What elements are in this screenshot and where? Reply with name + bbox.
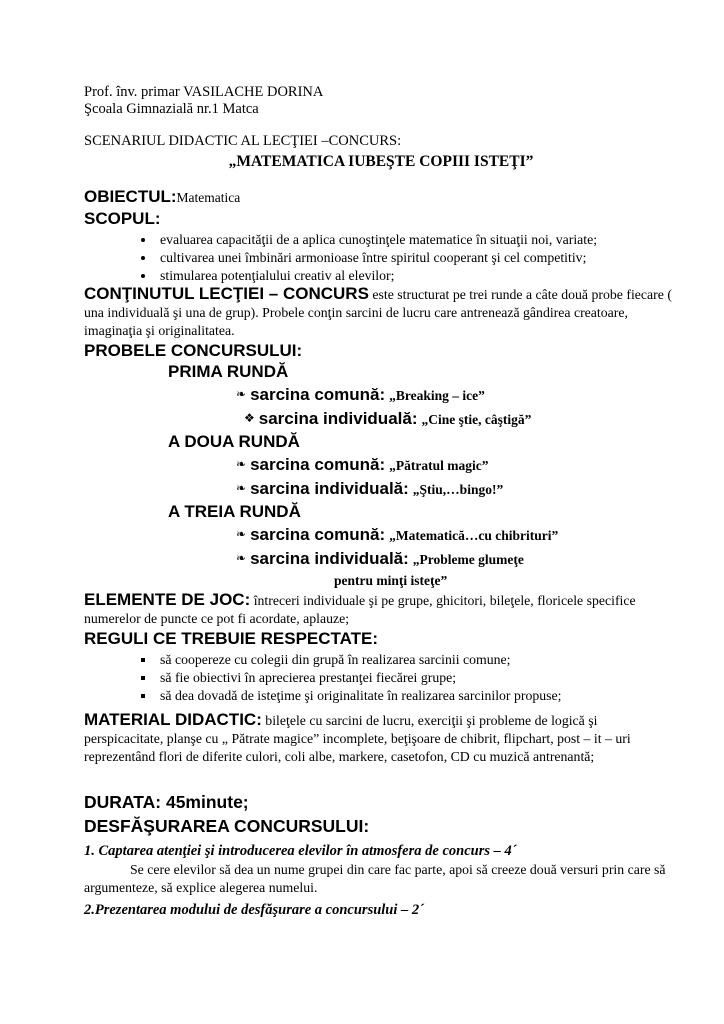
task-quote-continuation: pentru minţi isteţe” bbox=[334, 573, 448, 588]
step-title: 2.Prezentarea modului de desfăşurare a concursului – 2´ bbox=[84, 902, 424, 918]
obiectul-label: OBIECTUL: bbox=[84, 187, 177, 206]
task-label: sarcina individuală: bbox=[250, 549, 409, 568]
step-title: 1. Captarea atenţiei şi introducerea elevilor în atmosfera de concurs – 4´ bbox=[84, 843, 517, 859]
list-item: ▪ să fie obiectivi în aprecierea prestanţei fiecărei grupe; bbox=[156, 669, 678, 687]
task-quote: „Ştiu,…bingo!” bbox=[412, 482, 504, 497]
round-name: PRIMA RUNDĂ bbox=[168, 362, 289, 381]
task-row bbox=[236, 477, 678, 501]
material-didactic-label: MATERIAL DIDACTIC: bbox=[84, 710, 262, 729]
school-line: Şcoala Gimnazială nr.1 Matca bbox=[84, 101, 259, 117]
task-quote: „Breaking – ice” bbox=[389, 388, 485, 403]
task-label: sarcina comună: bbox=[250, 455, 386, 474]
section-continutul bbox=[84, 285, 678, 340]
task-row bbox=[236, 453, 678, 477]
section-obiectul bbox=[84, 186, 678, 208]
task-row bbox=[236, 547, 678, 571]
list-item: • cultivarea unei îmbinări armonioase între spiritul cooperant şi cel competitiv; bbox=[156, 249, 678, 267]
author-line: Prof. înv. primar VASILACHE DORINA bbox=[84, 84, 324, 100]
task-quote: „Pătratul magic” bbox=[389, 458, 489, 473]
task-row bbox=[244, 407, 678, 431]
reguli-list bbox=[84, 651, 678, 705]
diamond-bullet-icon: ❧ bbox=[236, 551, 247, 565]
continutul-label: CONŢINUTUL LECŢIEI – CONCURS bbox=[84, 284, 369, 303]
task-quote: „Probleme glumeţe bbox=[412, 552, 524, 567]
list-item: ▪ să coopereze cu colegii din grupă în realizarea sarcinii comune; bbox=[156, 651, 678, 669]
diamond-bullet-icon: ❧ bbox=[236, 481, 247, 495]
task-label: sarcina individuală: bbox=[258, 409, 418, 428]
diamond-bullet-icon: ❧ bbox=[236, 387, 247, 401]
durata-line: DURATA: 45minute; bbox=[84, 792, 249, 812]
diamond-bullet-icon: ❖ bbox=[244, 411, 255, 425]
elemente-joc-label: ELEMENTE DE JOC: bbox=[84, 590, 251, 609]
diamond-bullet-icon: ❧ bbox=[236, 527, 247, 541]
desfasurarea-line: DESFĂŞURAREA CONCURSULUI: bbox=[84, 816, 370, 836]
diamond-bullet-icon: ❧ bbox=[236, 457, 247, 471]
round-name: A DOUA RUNDĂ bbox=[168, 432, 300, 451]
task-quote: „Matematică…cu chibrituri” bbox=[389, 528, 559, 543]
task-row bbox=[236, 383, 678, 407]
list-item: ▪ să dea dovadă de isteţime şi originalitate în realizarea sarcinilor propuse; bbox=[156, 687, 678, 705]
list-item: • stimularea potenţialului creativ al elevilor; bbox=[156, 267, 678, 285]
section-material-didactic bbox=[84, 711, 678, 766]
elemente-joc-text: întreceri individuale şi pe grupe, ghicitori, bileţele, floricele specifice numerelor de puncte ce pot fi acordate, aplauze; bbox=[84, 593, 636, 626]
task-label: sarcina individuală: bbox=[250, 479, 409, 498]
task-quote: „Cine ştie, câştigă” bbox=[421, 412, 532, 427]
task-row bbox=[236, 523, 678, 547]
obiectul-value: Matematica bbox=[176, 190, 241, 205]
section-probele-label: PROBELE CONCURSULUI: bbox=[84, 341, 303, 360]
list-item: • evaluarea capacităţii de a aplica cunoştinţele matematice în situaţii noi, variate; bbox=[156, 231, 678, 249]
scenario-label: SCENARIUL DIDACTIC AL LECŢIEI –CONCURS: bbox=[84, 133, 402, 149]
scopul-list bbox=[84, 231, 678, 285]
continutul-text: este structurat pe trei runde a câte două probe fiecare ( una individuală şi una de grup). Probele conţin sarcini de lucru care antrenează gândirea creatoare, imaginaţia şi originalitatea. bbox=[84, 287, 672, 338]
document-title: „MATEMATICA IUBEŞTE COPIII ISTEŢI” bbox=[228, 153, 534, 170]
task-label: sarcina comună: bbox=[250, 525, 386, 544]
round-name: A TREIA RUNDĂ bbox=[168, 502, 301, 521]
section-elemente-joc bbox=[84, 591, 678, 628]
step-body: Se cere elevilor să dea un nume grupei din care fac parte, apoi să creeze două versuri prin care să argumenteze, să explice alegerea numelui. bbox=[84, 862, 666, 895]
material-didactic-text: bileţele cu sarcini de lucru, exerciţii şi probleme de logică şi perspicacitate, planşe cu „ Pătrate magice” incomplete, beţişoare de chibrit, flipchart, post – it – uri reprezentând flori de diferite culori, coli albe, markere, casetofon, CD cu muzică antrenantă; bbox=[84, 713, 631, 764]
section-reguli-label: REGULI CE TREBUIE RESPECTATE: bbox=[84, 629, 379, 648]
section-scopul-label: SCOPUL: bbox=[84, 209, 161, 228]
task-label: sarcina comună: bbox=[250, 385, 386, 404]
